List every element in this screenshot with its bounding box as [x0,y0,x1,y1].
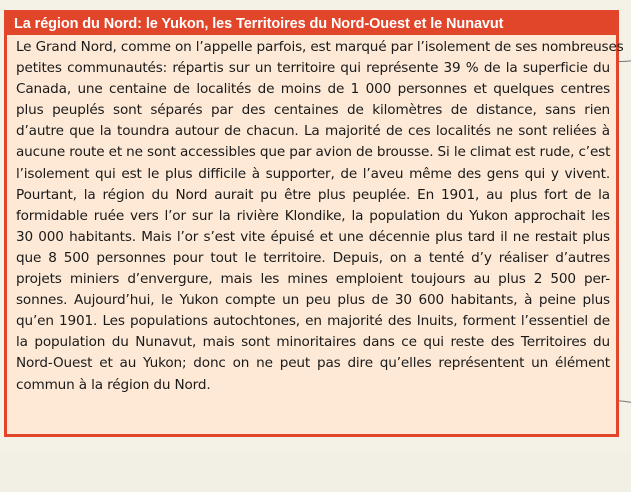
text-line: Canada, une centaine de localités de moins de 1 000 personnes et quelques centres [16,81,610,98]
text-line: sonnes. Aujourd’hui, le Yukon compte un peu plus de 30 600 habitants, à peine plus [16,292,610,309]
info-box-body [16,37,624,396]
text-line: plus peuplés sont séparés par des centaines de kilomètres de distance, sans rien [16,102,610,119]
text-line: la population du Nunavut, mais sont minoritaires dans ce qui reste des Territoires du [16,334,610,351]
text-line: Nord-Ouest et au Yukon; donc on ne peut pas dire qu’elles représentent un élément [16,355,610,372]
text-line: l’isolement qui est le plus difficile à supporter, de l’aveu même des gens qui y vivent. [16,165,610,182]
text-line: aucune route et ne sont accessibles que par avion de brousse. Si le climat est rude, c’est [16,144,611,161]
text-line: que 8 500 personnes pour tout le territoire. Depuis, on a tenté d’y réaliser d’autres [16,249,610,266]
info-box-title: La région du Nord: le Yukon, les Territoires du Nord-Ouest et le Nunavut [7,13,616,35]
text-line: 30 000 habitants. Mais l’or s’est vite épuisé et une décennie plus tard il ne restait plus [16,228,610,245]
text-line: formidable ruée vers l’or sur la rivière Klondike, la population du Yukon approchait les [16,207,610,224]
text-line: qu’en 1901. Les populations autochtones, en majorité des Inuits, forment l’essentiel de [16,313,610,330]
info-box [4,10,624,437]
text-line: petites communautés: répartis sur un territoire qui représente 39 % de la superficie du [16,60,610,77]
text-line: Le Grand Nord, comme on l’appelle parfois, est marqué par l’isolement de ses nombreuses [16,39,624,55]
text-line: Pourtant, la région du Nord aurait pu être plus peuplée. En 1901, au plus fort de la [16,186,610,203]
text-line: commun à la région du Nord. [16,376,211,393]
text-line: d’autre que la toundra autour de chacun. La majorité de ces localités ne sont reliées à [16,123,610,140]
text-line: projets miniers d’envergure, mais les mines emploient toujours au plus 2 500 per- [16,271,610,288]
